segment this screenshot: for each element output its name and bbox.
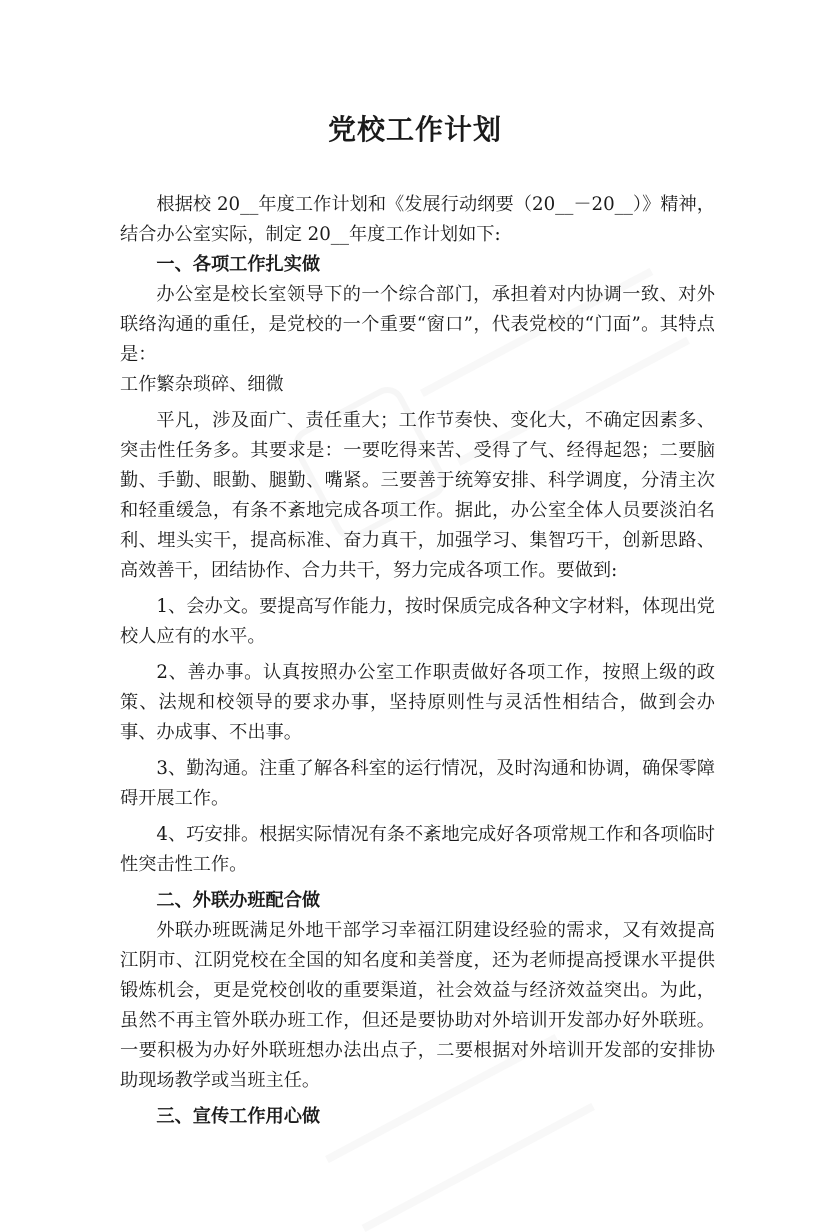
- document-body: [120, 190, 715, 1132]
- paragraph-external-classes: 外联办班既满足外地干部学习幸福江阴建设经验的需求，又有效提高江阴市、江阴党校在全国的知名度和美誉度，还为老师提高授课水平提供锻炼机会，更是党校创收的重要渠道，社会效益与经济效益突出。为此，虽然不再主管外联办班工作，但还是要协助对外培训开发部办好外联班。一要积极为办好外联班想办法出点子，二要根据对外培训开发部的安排协助现场教学或当班主任。: [120, 920, 715, 1091]
- list-item-4: 4、巧安排。根据实际情况有条不紊地完成好各项常规工作和各项临时性突击性工作。: [120, 824, 715, 875]
- section-heading-3: 三、宣传工作用心做: [156, 1106, 321, 1127]
- paragraph-office-requirements: 平凡，涉及面广、责任重大；工作节奏快、变化大，不确定因素多、突击性任务多。其要求是：一要吃得来苦、受得了气、经得起怨；二要脑勤、手勤、眼勤、腿勤、嘴紧。三要善于统筹安排、科学调度，分清主次和轻重缓急，有条不紊地完成各项工作。据此，办公室全体人员要淡泊名利、埋头实干，提高标准、奋力真干，加强学习、集智巧干，创新思路、高效善干，团结协作、合力共干，努力完成各项工作。要做到:: [120, 410, 715, 581]
- list-item-1: 1、会办文。要提高写作能力，按时保质完成各种文字材料，体现出党校人应有的水平。: [120, 596, 715, 647]
- section-heading-1: 一、各项工作扎实做: [156, 254, 321, 275]
- intro-paragraph: 根据校 20__年度工作计划和《发展行动纲要（20__－20__）》精神，结合办公室实际，制定 20__年度工作计划如下:: [120, 194, 715, 245]
- section-heading-2: 二、外联办班配合做: [156, 890, 321, 911]
- paragraph-office-role-continued: 工作繁杂琐碎、细微: [120, 374, 284, 395]
- document-title: 党校工作计划: [327, 113, 502, 146]
- list-item-2: 2、善办事。认真按照办公室工作职责做好各项工作，按照上级的政策、法规和校领导的要求办事，坚持原则性与灵活性相结合，做到会办事、办成事、不出事。: [120, 662, 715, 743]
- list-item-3: 3、勤沟通。注重了解各科室的运行情况，及时沟通和协调，确保零障碍开展工作。: [120, 758, 715, 809]
- paragraph-office-role: 办公室是校长室领导下的一个综合部门，承担着对内协调一致、对外联络沟通的重任，是党校的一个重要“窗口”，代表党校的“门面”。其特点是：: [120, 284, 715, 365]
